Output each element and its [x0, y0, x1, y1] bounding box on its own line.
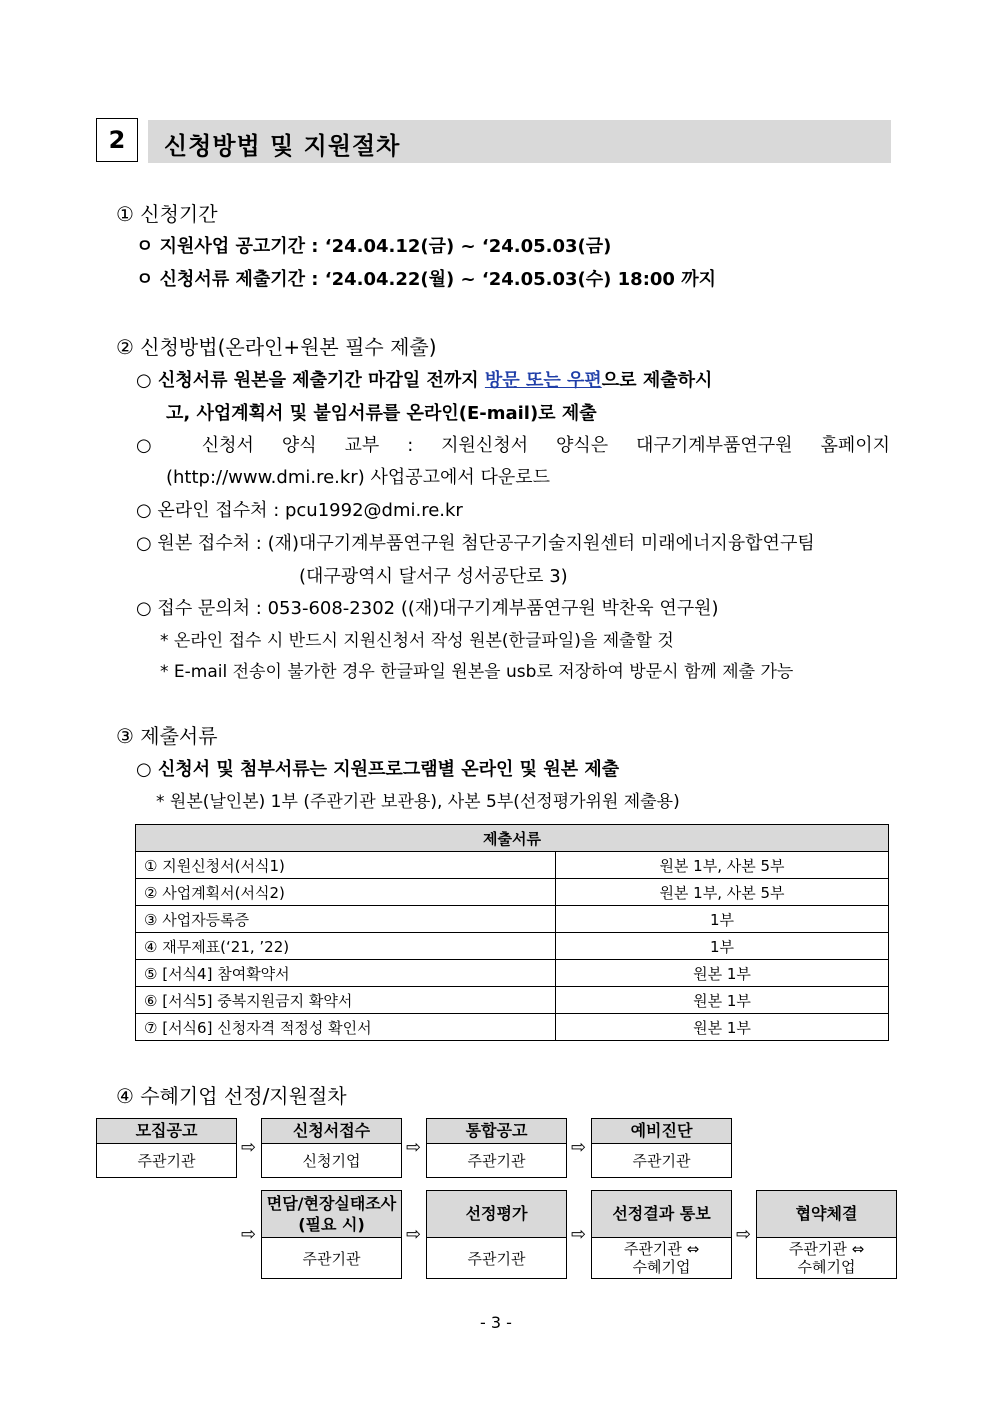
step-body-line-1: 주관기관 ⇔ — [623, 1240, 700, 1258]
step-body: 주관기관 — [632, 1152, 691, 1170]
step-body: 주관기관 — [302, 1249, 361, 1268]
step-selection-review — [426, 1190, 567, 1279]
s4-title: ④ 수혜기업 선정/지원절차 — [116, 1084, 347, 1108]
s2-note-2: * E-mail 전송이 불가한 경우 한글파일 원본을 usb로 저장하여 방문시 함께 제출 가능 — [160, 662, 794, 682]
step-head-line-2: (필요 시) — [298, 1215, 365, 1234]
right-arrow-icon: ⇨ — [241, 1137, 257, 1158]
table-row — [136, 987, 889, 1014]
right-arrow-icon: ⇨ — [571, 1224, 587, 1245]
step-head: 통합공고 — [427, 1119, 566, 1144]
doc-qty: 원본 1부 — [556, 987, 889, 1014]
section-number: 2 — [96, 118, 138, 162]
section-title: 신청방법 및 지원절차 — [164, 132, 401, 160]
step-body-line-1: 주관기관 ⇔ — [788, 1240, 865, 1258]
doc-qty: 원본 1부 — [556, 960, 889, 987]
s2-item-5: ○ 접수 문의처 : 053-608-2302 ((재)대구기계부품연구원 박찬욱 연구원) — [136, 598, 719, 619]
s2-item-1 — [136, 366, 712, 392]
s1-item-2: ㅇ 신청서류 제출기간 : ‘24.04.22(월) ~ ‘24.05.03(수) 18:00 까지 — [136, 269, 716, 290]
step-head: 선정평가 — [427, 1191, 566, 1238]
s1-item-1: ㅇ 지원사업 공고기간 : ‘24.04.12(금) ~ ‘24.05.03(금) — [136, 236, 612, 257]
table-row — [136, 933, 889, 960]
s2-item-2-cont: (http://www.dmi.re.kr) 사업공고에서 다운로드 — [166, 467, 551, 488]
doc-name: ⑤ [서식4] 참여확약서 — [136, 960, 556, 987]
step-head: 예비진단 — [592, 1119, 731, 1144]
page-number: - 3 - — [480, 1313, 512, 1332]
step-body-line-2: 수혜기업 — [632, 1258, 691, 1276]
step-agreement — [756, 1190, 897, 1279]
right-arrow-icon: ⇨ — [406, 1224, 422, 1245]
s2-note-1: * 온라인 접수 시 반드시 지원신청서 작성 원본(한글파일)을 제출할 것 — [160, 631, 674, 651]
step-body — [757, 1238, 896, 1278]
step-result-notice — [591, 1190, 732, 1279]
right-arrow-icon: ⇨ — [736, 1224, 752, 1245]
step-head — [262, 1191, 401, 1238]
s2-item-3: ○ 온라인 접수처 : pcu1992@dmi.re.kr — [136, 500, 463, 521]
doc-name: ③ 사업자등록증 — [136, 906, 556, 933]
table-row — [136, 960, 889, 987]
doc-name: ④ 재무제표(‘21, ’22) — [136, 933, 556, 960]
documents-table — [135, 824, 889, 1041]
doc-qty: 원본 1부, 사본 5부 — [556, 852, 889, 879]
step-preliminary-diagnosis — [591, 1118, 732, 1178]
step-head: 협약체결 — [757, 1191, 896, 1238]
s2-item-2: ○ 신청서 양식 교부 : 지원신청서 양식은 대구기계부품연구원 홈페이지 — [136, 435, 890, 456]
step-body — [592, 1238, 731, 1278]
s2-item-1-text-b: 으로 제출하시 — [601, 370, 713, 391]
s3-title: ③ 제출서류 — [116, 724, 218, 748]
step-integrated-notice — [426, 1118, 567, 1178]
s2-item-4: ○ 원본 접수처 : (재)대구기계부품연구원 첨단공구기술지원센터 미래에너지융합연구팀 — [136, 533, 815, 554]
s2-title: ② 신청방법(온라인+원본 필수 제출) — [116, 335, 437, 359]
step-body-line-2: 수혜기업 — [797, 1258, 856, 1276]
doc-qty: 원본 1부, 사본 5부 — [556, 879, 889, 906]
s2-item-4-cont: (대구광역시 달서구 성서공단로 3) — [299, 566, 568, 587]
step-body: 주관기관 — [467, 1249, 526, 1268]
s3-note: * 원본(날인본) 1부 (주관기관 보관용), 사본 5부(선정평가위원 제출용) — [156, 792, 680, 812]
s3-item: ○ 신청서 및 첨부서류는 지원프로그램별 온라인 및 원본 제출 — [136, 759, 620, 780]
step-body: 주관기관 — [137, 1152, 196, 1170]
table-header-row — [136, 825, 889, 852]
step-interview — [261, 1190, 402, 1279]
doc-name: ② 사업계획서(서식2) — [136, 879, 556, 906]
visit-or-mail-link: 방문 또는 우편 — [484, 370, 602, 391]
step-application — [261, 1118, 402, 1178]
right-arrow-icon: ⇨ — [241, 1224, 257, 1245]
table-row — [136, 906, 889, 933]
doc-name: ① 지원신청서(서식1) — [136, 852, 556, 879]
doc-qty: 1부 — [556, 906, 889, 933]
step-head: 모집공고 — [97, 1119, 236, 1144]
step-head-line-1: 면담/현장실태조사 — [266, 1194, 397, 1213]
table-row — [136, 1014, 889, 1041]
table-row — [136, 879, 889, 906]
step-recruit-notice — [96, 1118, 237, 1178]
step-body: 주관기관 — [467, 1152, 526, 1170]
right-arrow-icon: ⇨ — [406, 1137, 422, 1158]
step-body: 신청기업 — [302, 1152, 361, 1170]
step-head: 신청서접수 — [262, 1119, 401, 1144]
step-head: 선정결과 통보 — [592, 1191, 731, 1238]
doc-qty: 1부 — [556, 933, 889, 960]
right-arrow-icon: ⇨ — [571, 1137, 587, 1158]
table-row — [136, 852, 889, 879]
s2-item-1-cont: 고, 사업계획서 및 붙임서류를 온라인(E-mail)로 제출 — [166, 403, 597, 424]
doc-qty: 원본 1부 — [556, 1014, 889, 1041]
table-header: 제출서류 — [136, 825, 889, 852]
s2-item-1-text-a: ○ 신청서류 원본을 제출기간 마감일 전까지 — [136, 370, 485, 391]
doc-name: ⑥ [서식5] 중복지원금지 확약서 — [136, 987, 556, 1014]
s1-title: ① 신청기간 — [116, 202, 218, 226]
doc-name: ⑦ [서식6] 신청자격 적정성 확인서 — [136, 1014, 556, 1041]
